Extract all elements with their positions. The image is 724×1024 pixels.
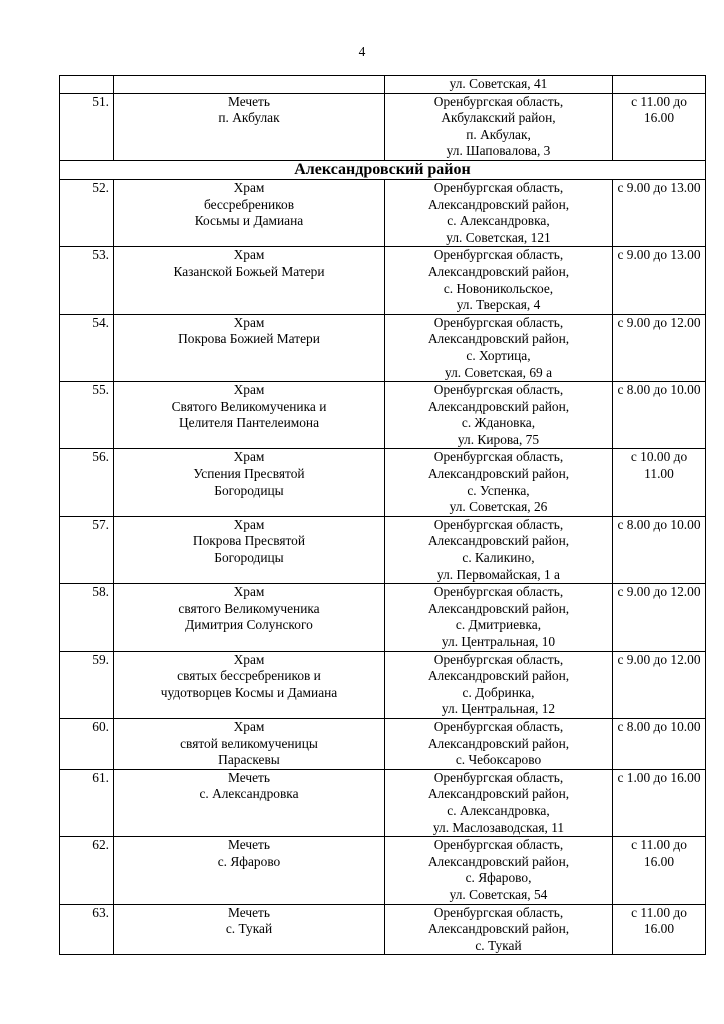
address-line: Александровский район, [427,466,570,482]
row-number-cell: 54. [60,314,114,381]
table-row [60,449,706,516]
row-number-cell: 51. [60,93,114,160]
address-line: Оренбургская область, [433,382,564,398]
address-line: Оренбургская область, [433,769,564,785]
row-number-cell: 58. [60,584,114,651]
place-name-cell [114,651,385,718]
place-name-line: Мечеть [228,837,270,853]
place-name-cell [114,516,385,583]
service-time-cell: с 9.00 до 13.00 [613,247,706,314]
row-number-cell: 61. [60,769,114,836]
row-number-cell: 53. [60,247,114,314]
row-number-cell: 60. [60,718,114,769]
place-name-line: Храм [233,584,265,600]
table-row [60,769,706,836]
service-time-cell: с 1.00 до 16.00 [613,769,706,836]
address-line: с. Тукай [475,937,522,953]
address-line: Оренбургская область, [433,314,564,330]
address-line: Оренбургская область, [433,651,564,667]
place-name-line: бессребреников [203,196,295,212]
table-row [60,904,706,955]
service-time-cell: с 11.00 до 16.00 [613,93,706,160]
table-row [60,584,706,651]
address-line: Александровский район, [427,600,570,616]
address-line: с. Каликино, [462,550,535,566]
address-line: Александровский район, [427,668,570,684]
address-line: с. Чебоксарово [455,752,542,768]
address-line: с. Дмитриевка, [455,617,542,633]
place-name-line: Храм [233,382,265,398]
row-number-cell: 55. [60,382,114,449]
place-name-cell [114,179,385,246]
service-time-cell: с 8.00 до 10.00 [613,516,706,583]
service-time-cell: с 9.00 до 12.00 [613,651,706,718]
address-line: Оренбургская область, [433,718,564,734]
place-name-cell [114,93,385,160]
address-line: Александровский район, [427,331,570,347]
address-line: с. Хортица, [466,347,531,363]
place-name-cell [114,769,385,836]
address-line: с. Добринка, [462,684,535,700]
page-number: 4 [358,44,366,59]
row-number-cell: 52. [60,179,114,246]
service-time-cell: с 8.00 до 10.00 [613,382,706,449]
address-line: Александровский район, [427,196,570,212]
service-time-cell: с 11.00 до 16.00 [613,904,706,955]
service-time-cell: с 10.00 до 11.00 [613,449,706,516]
place-name-line: Богородицы [214,482,284,498]
address-line: ул. Советская, 26 [449,499,548,515]
address-line: с. Александровка, [447,802,550,818]
table-row [60,651,706,718]
address-line: Александровский район, [427,398,570,414]
place-name-line: с. Тукай [225,921,273,937]
place-name-line: Димитрия Солунского [185,617,313,633]
place-name-cell [114,76,385,94]
service-time-cell: с 11.00 до 16.00 [613,837,706,904]
address-line: ул. Центральная, 12 [441,701,556,717]
row-number-cell [60,76,114,94]
place-name-line: Целителя Пантелеимона [178,415,320,431]
service-time-cell: с 9.00 до 13.00 [613,179,706,246]
address-line: с. Новоникольское, [443,280,554,296]
address-cell [385,179,613,246]
place-name-line: святых бессребреников и [177,668,321,684]
service-time-cell: с 9.00 до 12.00 [613,314,706,381]
address-cell [385,769,613,836]
place-name-line: Храм [233,179,265,195]
place-name-cell [114,314,385,381]
address-line: Оренбургская область, [433,516,564,532]
address-line: ул. Первомайская, 1 а [437,566,560,582]
place-name-cell [114,449,385,516]
table-row [60,837,706,904]
address-cell [385,651,613,718]
address-line: Александровский район, [427,735,570,751]
address-line: п. Акбулак, [466,126,531,142]
address-line: Оренбургская область, [433,449,564,465]
place-name-line: Храм [233,516,265,532]
address-cell [385,584,613,651]
place-name-line: Мечеть [228,93,270,109]
place-name-line: святого Великомученика [178,600,320,616]
row-number-cell: 59. [60,651,114,718]
table-row [60,247,706,314]
address-line: ул. Центральная, 10 [441,634,556,649]
address-line: Александровский район, [427,786,570,802]
service-time-cell: с 8.00 до 10.00 [613,718,706,769]
address-line: с. Успенка, [467,482,530,498]
address-cell [385,247,613,314]
address-line: Оренбургская область, [433,837,564,853]
place-name-line: Святого Великомученика и [171,398,327,414]
address-line: Оренбургская область, [433,179,564,195]
place-name-line: Мечеть [228,904,270,920]
place-name-line: Косьмы и Дамиана [194,213,304,229]
row-number-cell: 57. [60,516,114,583]
table-row [60,76,706,94]
place-name-line: Покрова Божией Матери [178,331,320,347]
address-line: ул. Кирова, 75 [457,431,540,447]
address-line: Акбулакский район, [441,110,556,126]
table-row [60,179,706,246]
address-cell [385,93,613,160]
place-name-cell [114,382,385,449]
place-name-line: чудотворцев Космы и Дамиана [160,684,338,700]
address-line: Оренбургская область, [433,247,564,263]
place-name-line: Храм [233,718,265,734]
address-cell [385,76,613,94]
place-name-line: Храм [233,247,265,263]
table-row [60,93,706,160]
place-name-line: Храм [233,314,265,330]
place-name-line: святой великомученицы [180,735,318,751]
place-name-cell [114,584,385,651]
place-name-line: Мечеть [228,769,270,785]
table-row [60,516,706,583]
service-time-cell: с 9.00 до 12.00 [613,584,706,651]
worship-schedule-table [59,75,706,955]
place-name-line: Богородицы [214,550,284,566]
address-cell [385,516,613,583]
row-number-cell: 56. [60,449,114,516]
table-row [60,314,706,381]
place-name-line: Параскевы [218,752,280,768]
place-name-line: с. Яфарово [217,853,281,869]
place-name-line: Успения Пресвятой [193,466,305,482]
place-name-line: Казанской Божьей Матери [173,263,325,279]
place-name-line: п. Акбулак [218,110,280,126]
address-cell [385,837,613,904]
place-name-line: с. Александровка [199,786,299,802]
address-line: Оренбургская область, [433,93,564,109]
place-name-cell [114,904,385,955]
address-line: с. Александровка, [447,213,550,229]
place-name-line: Храм [233,449,265,465]
place-name-line: Храм [233,651,265,667]
address-line: Александровский район, [427,853,570,869]
row-number-cell: 63. [60,904,114,955]
address-line: ул. Тверская, 4 [456,297,541,313]
address-line: с. Яфарово, [465,870,532,886]
address-line: ул. Маслозаводская, 11 [432,819,565,835]
address-cell [385,904,613,955]
place-name-line: Покрова Пресвятой [192,533,306,549]
address-line: ул. Советская, 41 [449,76,548,91]
address-line: Александровский район, [427,533,570,549]
service-time-cell [613,76,706,94]
table-row [60,718,706,769]
place-name-cell [114,837,385,904]
address-line: Александровский район, [427,921,570,937]
address-line: Оренбургская область, [433,584,564,600]
row-number-cell: 62. [60,837,114,904]
address-cell [385,449,613,516]
address-cell [385,382,613,449]
address-line: с. Ждановка, [461,415,536,431]
place-name-cell [114,247,385,314]
address-line: ул. Советская, 54 [449,886,548,902]
address-cell [385,718,613,769]
address-line: ул. Шаповалова, 3 [446,143,551,159]
district-title: Александровский район [60,160,706,179]
district-header-row [60,160,706,179]
address-line: ул. Советская, 121 [446,229,551,245]
place-name-cell [114,718,385,769]
address-line: Александровский район, [427,263,570,279]
address-line: Оренбургская область, [433,904,564,920]
address-cell [385,314,613,381]
address-line: ул. Советская, 69 а [444,364,553,380]
table-row [60,382,706,449]
